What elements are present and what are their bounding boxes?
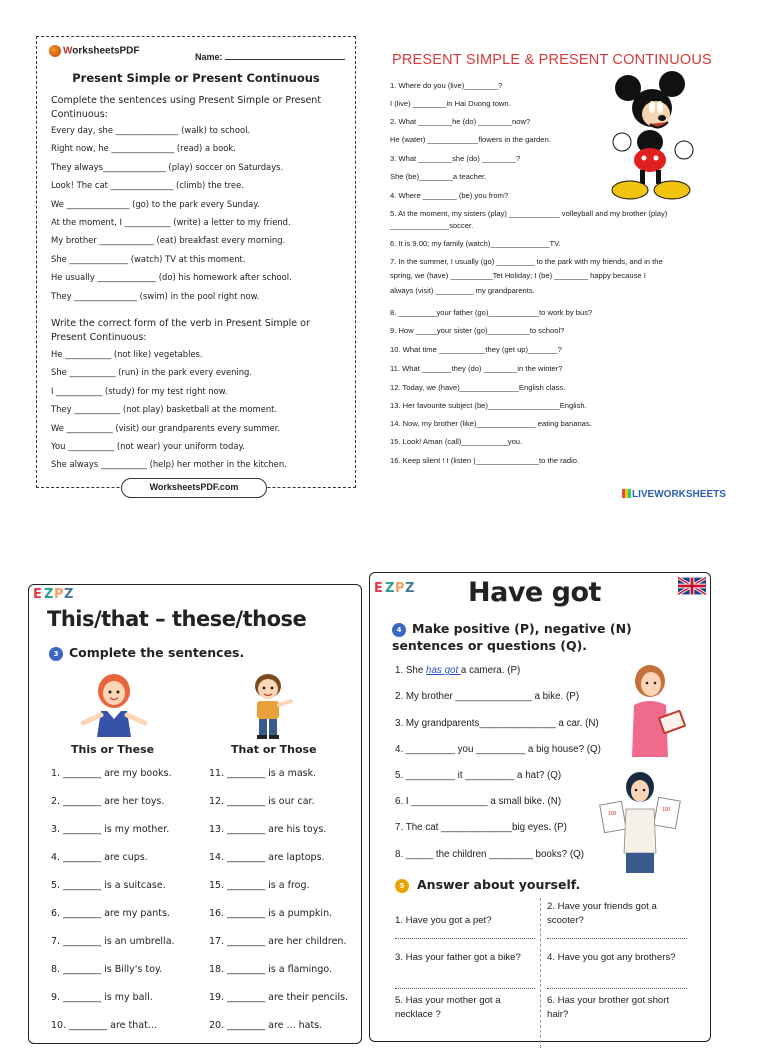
exercise-line: spring, we (have) __________Tet Holiday; I (be) ________ happy because I xyxy=(390,271,646,280)
worksheet-title: Present Simple or Present Continuous xyxy=(72,71,320,85)
name-line xyxy=(225,59,345,60)
exercise-line: 9. ________ is my ball. xyxy=(51,992,153,1003)
exercise-line: 11. ________ is a mask. xyxy=(209,768,317,779)
worksheet-have-got xyxy=(369,572,711,1042)
section-heading: 3 Complete the sentences. xyxy=(49,645,244,661)
svg-text:100: 100 xyxy=(608,811,617,817)
exercise-line: 11. What _______they (do) ________in the winter? xyxy=(390,364,563,373)
exercise-line: 7. In the summer, I usually (go) _________ to the park with my friends, and in the xyxy=(390,257,663,266)
exercise-line: 1. ________ are my books. xyxy=(51,768,172,779)
girl-pointing-illustration xyxy=(81,671,147,739)
exercise-line: They _______________ (swim) in the pool right now. xyxy=(51,290,260,301)
exercise-line: 7. ________ is an umbrella. xyxy=(51,936,175,947)
exercise-line: 13. Her favourite subject (be)_________________English. xyxy=(390,401,587,410)
exercise-line: 5. _________ it _________ a hat? (Q) xyxy=(395,770,562,781)
worksheet-title: PRESENT SIMPLE & PRESENT CONTINUOUS xyxy=(392,52,712,68)
exercise-line: 13. ________ are his toys. xyxy=(209,824,327,835)
exercise-line: They always_______________ (play) soccer on Saturdays. xyxy=(51,161,284,172)
worksheet-this-that-these-those xyxy=(28,584,362,1044)
section-number-badge: 3 xyxy=(49,647,63,661)
answer-line[interactable] xyxy=(547,938,687,939)
exercise-line: 7. The cat _____________big eyes. (P) xyxy=(395,822,567,833)
ez-logo: E Z P Z xyxy=(374,581,415,596)
answer-question: 5. Has your mother got a necklace ? xyxy=(395,995,501,1020)
exercise-line: 6. I ______________ a small bike. (N) xyxy=(395,796,562,807)
answer-line[interactable] xyxy=(395,988,535,989)
exercise-line: Right now, he _______________ (read) a book. xyxy=(51,143,236,154)
exercise-line: 5. ________ is a suitcase. xyxy=(51,880,166,891)
answer-question: 3. Has your father got a bike? xyxy=(395,952,521,963)
exercise-line: 8. _____ the children ________ books? (Q) xyxy=(395,849,584,860)
instruction-part1: Complete the sentences using Present Simple or Present Continuous: xyxy=(51,95,322,120)
exercise-line: 2. What ________he (do) ________now? xyxy=(390,117,531,126)
exercise-line: 3. What ________she (do) ________? xyxy=(390,154,521,163)
exercise-line: 17. ________ are her children. xyxy=(209,936,347,947)
exercise-line: 15. Look! Aman (call)___________you. xyxy=(390,437,523,446)
section-heading: 4 Make positive (P), negative (N) sentences or questions (Q). xyxy=(392,621,632,653)
woman-writing-illustration xyxy=(620,661,694,761)
exercise-line: 19. ________ are their pencils. xyxy=(209,992,349,1003)
exercise-line: I ___________ (study) for my test right now. xyxy=(51,385,228,396)
girl-with-papers-illustration xyxy=(598,769,682,875)
exercise-line: My brother _____________ (eat) breakfast every morning. xyxy=(51,235,286,246)
worksheet-present-simple-or-continuous xyxy=(36,36,356,492)
exercise-line: 5. At the moment, my sisters (play) ____________ volleyball and my brother (play) xyxy=(390,209,668,218)
example-answer: has got xyxy=(426,665,461,676)
ez-logo: E Z P Z xyxy=(33,587,74,602)
exercise-line: 3. ________ is my mother. xyxy=(51,824,170,835)
worksheet-present-simple-and-continuous xyxy=(378,40,738,510)
exercise-line: She ___________ (run) in the park every evening. xyxy=(51,367,253,378)
exercise-line: 3. My grandparents______________ a car. (N) xyxy=(395,718,599,729)
name-label: Name: xyxy=(195,52,223,62)
worksheet-title: Have got xyxy=(468,577,601,608)
answer-question: 4. Have you got any brothers? xyxy=(547,952,676,963)
exercise-line: 8. _________your father (go)____________to work by bus? xyxy=(390,308,593,317)
exercise-line: always (visit) _________ my grandparents. xyxy=(390,286,535,295)
answer-question: 1. Have you got a pet? xyxy=(395,915,492,926)
svg-text:100: 100 xyxy=(662,807,671,813)
section-heading-answer: 5 Answer about yourself. xyxy=(395,877,580,893)
exercise-line: He ___________ (not like) vegetables. xyxy=(51,349,203,359)
exercise-line: 14. ________ are laptops. xyxy=(209,852,325,863)
boy-pointing-illustration xyxy=(243,671,293,741)
exercise-line: He (water) ____________flowers in the garden. xyxy=(390,135,551,144)
exercise-line: 9. How _____your sister (go)__________to school? xyxy=(390,326,565,335)
left-exercise-column xyxy=(51,766,175,1046)
exercise-line: She always ___________ (help) her mother in the kitchen. xyxy=(51,459,287,470)
exercise-line: 16. ________ is a pumpkin. xyxy=(209,908,333,919)
exercise-line: Look! The cat _______________ (climb) the tree. xyxy=(51,180,244,191)
column-heading-this-these: This or These xyxy=(71,743,155,756)
exercise-line: 6. ________ are my pants. xyxy=(51,908,170,919)
column-divider xyxy=(540,898,541,1048)
exercise-line: You ___________ (not wear) your uniform today. xyxy=(51,440,245,451)
right-exercise-column xyxy=(209,766,348,1046)
exercise-line: 12. Today, we (have)______________English class. xyxy=(390,383,566,392)
liveworksheets-icon xyxy=(622,489,631,498)
worksheet-title: This/that – these/those xyxy=(47,607,307,631)
exercise-line: 2. ________ are her toys. xyxy=(51,796,165,807)
exercise-line: 4. ________ are cups. xyxy=(51,852,148,863)
uk-flag-icon xyxy=(678,577,706,595)
exercise-line: ______________soccer. xyxy=(390,221,474,230)
exercise-line: 4. _________ you _________ a big house? (Q) xyxy=(395,744,601,755)
exercise-line: 2. My brother ______________ a bike. (P) xyxy=(395,691,580,702)
section-number-badge: 4 xyxy=(392,623,406,637)
mickey-mouse-illustration xyxy=(606,74,702,202)
exercise-line: 14. Now, my brother (like)______________ eating bananas. xyxy=(390,419,592,428)
section-number-badge: 5 xyxy=(395,879,409,893)
exercise-line: 1. Where do you (live)________? xyxy=(390,81,503,90)
answer-line[interactable] xyxy=(547,988,687,989)
exercise-line: 4. Where ________ (be) you from? xyxy=(390,191,509,200)
exercise-part1 xyxy=(51,121,351,305)
worksheetspdf-footer: WorksheetsPDF.com xyxy=(121,478,267,498)
exercise-line: 1. She has got a camera. (P) xyxy=(395,665,521,676)
exercise-line: 10. ________ are that... xyxy=(51,1020,157,1031)
exercise-line: 8. ________ is Billy's toy. xyxy=(51,964,163,975)
exercise-line: He usually ______________ (do) his homework after school. xyxy=(51,272,292,283)
exercise-line: 6. It is 9.00; my family (watch)______________TV. xyxy=(390,239,561,248)
globe-icon xyxy=(49,45,61,57)
exercise-line: 12. ________ is our car. xyxy=(209,796,315,807)
exercise-line: She (be)________a teacher. xyxy=(390,172,487,181)
exercise-line: 16. Keep silent ! I (listen )_______________to the radio. xyxy=(390,456,580,465)
exercise-line: 15. ________ is a frog. xyxy=(209,880,310,891)
worksheetspdf-logo: WorksheetsPDF xyxy=(49,45,140,57)
column-heading-that-those: That or Those xyxy=(231,743,317,756)
exercise-line: She ______________ (watch) TV at this moment. xyxy=(51,253,246,264)
exercise-line: 20. ________ are ... hats. xyxy=(209,1020,323,1031)
exercise-line: At the moment, I ___________ (write) a letter to my friend. xyxy=(51,216,291,227)
answer-line[interactable] xyxy=(395,938,535,939)
name-field xyxy=(195,52,345,62)
instruction-part2: Write the correct form of the verb in Present Simple or Present Continuous: xyxy=(51,318,310,343)
exercise-line: We ___________ (visit) our grandparents every summer. xyxy=(51,422,281,433)
liveworksheets-logo: LIVEWORKSHEETS xyxy=(622,489,726,500)
answer-question: 6. Has your brother got short hair? xyxy=(547,995,670,1020)
exercise-line: Every day, she _______________ (walk) to school. xyxy=(51,125,251,135)
answer-question: 2. Have your friends got a scooter? xyxy=(547,901,657,926)
exercise-line: 10. What time ___________they (get up)_______? xyxy=(390,345,562,354)
exercise-line: We _______________ (go) to the park every Sunday. xyxy=(51,198,260,209)
exercise-part2 xyxy=(51,345,351,474)
exercise-line: I (live) ________in Hai Duong town. xyxy=(390,99,511,108)
exercise-line: They ___________ (not play) basketball at the moment. xyxy=(51,404,278,415)
exercise-line: 18. ________ is a flamingo. xyxy=(209,964,333,975)
